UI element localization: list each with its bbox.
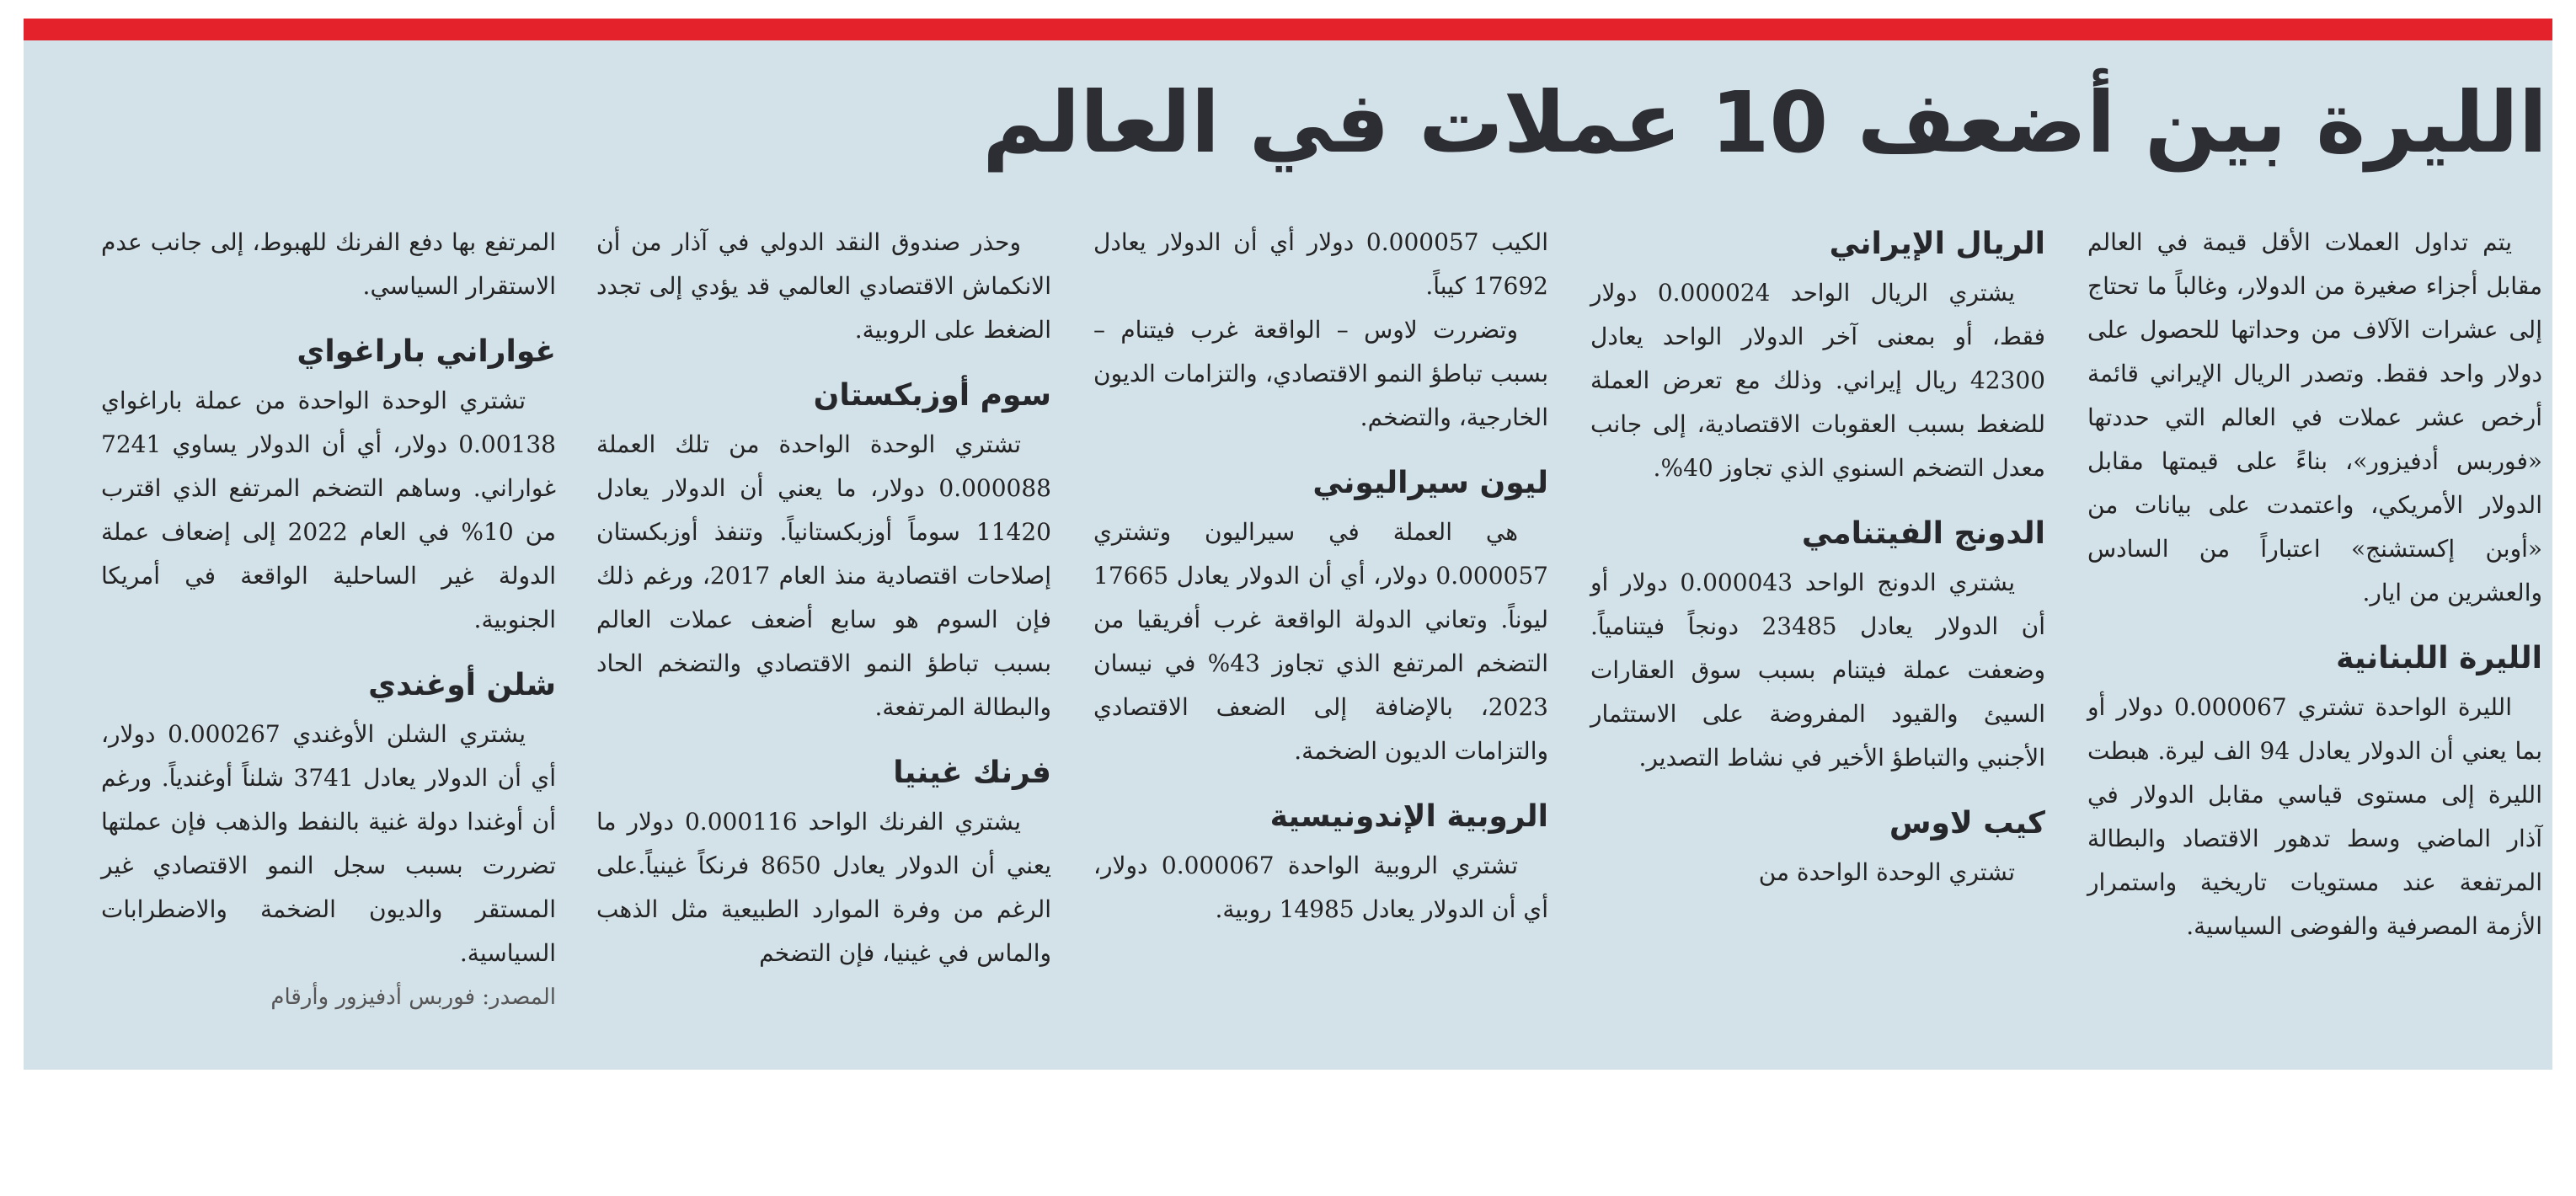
section-heading-guinean-franc: فرنك غينيا	[893, 756, 1051, 790]
section-body-lao-kip-end: الكيب 0.000057 دولار أي أن الدولار يعادل 17692 كيباً.	[1093, 228, 1548, 300]
article-column-2	[1590, 221, 2045, 894]
section-heading-iranian-rial: الريال الإيراني	[1829, 227, 2045, 261]
section-body-sierra-leone-leone: هي العملة في سيراليون وتشتري 0.000057 دولار، أي أن الدولار يعادل 17665 ليوناً. وتعاني الدولة الواقعة غرب أفريقيا من التضخم المرتفع الذي تجاوز 43% في نيسان 2023، بالإضافة إلى الضعف الاقتصادي والتزامات الديون الضخمة.	[1093, 518, 1548, 765]
section-heading-paraguayan-guarani: غواراني باراغواي	[297, 334, 556, 369]
section-heading-vietnamese-dong: الدونج الفيتنامي	[1801, 516, 2045, 551]
article-column-4	[596, 221, 1051, 975]
section-body-indonesian-rupiah: تشتري الروبية الواحدة 0.000067 دولار، أي أن الدولار يعادل 14985 روبية.	[1093, 852, 1548, 923]
section-body-imf-warning: وحذر صندوق النقد الدولي في آذار من أن الانكماش الاقتصادي العالمي قد يؤدي إلى تجدد الضغط على الروبية.	[596, 228, 1051, 344]
headline: الليرة بين أضعف 10 عملات في العالم	[982, 73, 2547, 172]
section-body-lao-kip-context: وتضررت لاوس – الواقعة غرب فيتنام – بسبب تباطؤ النمو الاقتصادي، والتزامات الديون الخارجية، والتضخم.	[1093, 316, 1548, 431]
section-body-paraguayan-guarani: تشتري الوحدة الواحدة من عملة باراغواي 0.00138 دولار، أي أن الدولار يساوي 7241 غواراني. وساهم التضخم المرتفع الذي اقترب من 10% في العام 2022 إلى إضعاف عملة الدولة غير الساحلية الواقعة في أمريكا الجنوبية.	[101, 387, 556, 633]
article-column-1	[2087, 221, 2542, 948]
intro-paragraph: يتم تداول العملات الأقل قيمة في العالم مقابل أجزاء صغيرة من الدولار، وغالباً ما تحتاج إلى عشرات الآلاف من وحداتها للحصول على دولار واحد فقط. وتصدر الريال الإيراني قائمة أرخص عشر عملات في العالم التي حددتها «فوربس أدفيزور»، بناءً على قيمتها مقابل الدولار الأمريكي، واعتمدت على بيانات من «أوبن إكستشنج» اعتباراً من السادس والعشرين من ايار.	[2087, 228, 2542, 606]
article-column-5	[101, 221, 556, 1019]
section-body-vietnamese-dong: يشتري الدونج الواحد 0.000043 دولار أو أن الدولار يعادل 23485 دونجاً فيتنامياً. وضعفت عملة فيتنام بسبب سوق العقارات السيئ والقيود المفروضة على الاستثمار الأجنبي والتباطؤ الأخير في نشاط التصدير.	[1590, 569, 2045, 772]
section-body-guinean-franc-end: المرتفع بها دفع الفرنك للهبوط، إلى جانب عدم الاستقرار السياسي.	[101, 228, 556, 300]
section-heading-lebanese-lira: الليرة اللبنانية	[2336, 641, 2542, 675]
section-body-ugandan-shilling: يشتري الشلن الأوغندي 0.000267 دولار، أي أن الدولار يعادل 3741 شلناً أوغندياً. ورغم أن أوغندا دولة غنية بالنفط والذهب فإن عملتها تضررت بسبب سجل النمو الاقتصادي غير المستقر والديون الضخمة والاضطرابات السياسية.	[101, 720, 556, 967]
section-heading-ugandan-shilling: شلن أوغندي	[368, 668, 556, 702]
section-heading-indonesian-rupiah: الروبية الإندونيسية	[1269, 799, 1548, 834]
section-heading-uzbek-som: سوم أوزبكستان	[813, 378, 1051, 413]
article-column-3	[1093, 221, 1548, 932]
section-body-lebanese-lira: الليرة الواحدة تشتري 0.000067 دولار أو بما يعني أن الدولار يعادل 94 الف ليرة. هبطت الليرة إلى مستوى قياسي مقابل الدولار في آذار الماضي وسط تدهور الاقتصاد والبطالة المرتفعة عند مستويات تاريخية واستمرار الأزمة المصرفية والفوضى السياسية.	[2087, 693, 2542, 940]
section-body-lao-kip-start: تشتري الوحدة الواحدة من	[1758, 858, 2015, 886]
section-heading-lao-kip: كيب لاوس	[1889, 806, 2045, 841]
top-accent-bar	[24, 19, 2552, 40]
section-body-guinean-franc: يشتري الفرنك الواحد 0.000116 دولار ما يعني أن الدولار يعادل 8650 فرنكاً غينياً.على الرغم من وفرة الموارد الطبيعية مثل الذهب والماس في غينيا، فإن التضخم	[596, 808, 1051, 967]
section-heading-sierra-leone-leone: ليون سيراليوني	[1312, 466, 1548, 500]
section-body-uzbek-som: تشتري الوحدة الواحدة من تلك العملة 0.000088 دولار، ما يعني أن الدولار يعادل 11420 سوماً أوزبكستانياً. وتنفذ أوزبكستان إصلاحات اقتصادية منذ العام 2017، ورغم ذلك فإن السوم هو سابع أضعف عملات العالم بسبب تباطؤ النمو الاقتصادي والتضخم الحاد والبطالة المرتفعة.	[596, 430, 1051, 721]
source-credit: المصدر: فوربس أدفيزور وأرقام	[270, 985, 556, 1010]
section-body-iranian-rial: يشتري الريال الواحد 0.000024 دولار فقط، أو بمعنى آخر الدولار الواحد يعادل 42300 ريال إيراني. وذلك مع تعرض العملة للضغط بسبب العقوبات الاقتصادية، إلى جانب معدل التضخم السنوي الذي تجاوز 40%.	[1590, 279, 2045, 482]
